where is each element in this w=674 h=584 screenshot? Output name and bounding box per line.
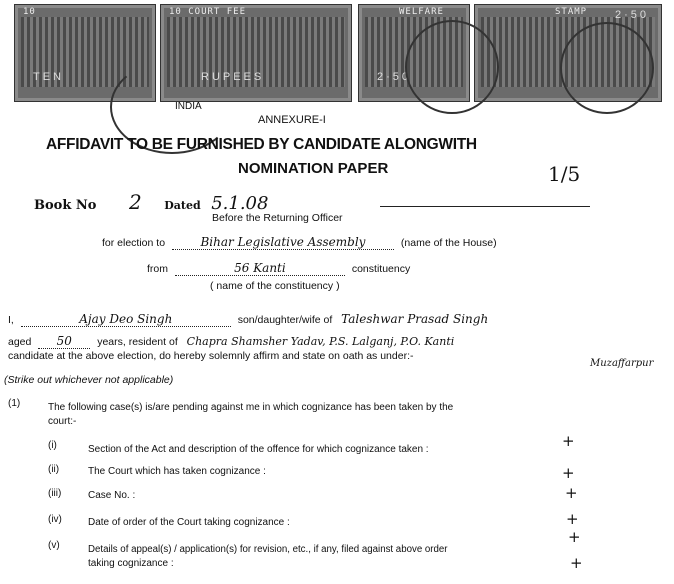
- item-1-number: (1): [8, 398, 21, 409]
- subitem-mark: +: [565, 484, 578, 502]
- book-number: 2: [128, 190, 142, 214]
- dated-value: 5.1.08: [211, 193, 269, 214]
- election-suffix: (name of the House): [400, 237, 497, 249]
- stamp-bottom-text: 2·50: [615, 9, 650, 21]
- signature-line: [380, 206, 590, 207]
- stamp-top-text: STAMP: [555, 7, 588, 17]
- subitem-text: Section of the Act and description of the offence for which cognizance taken :: [88, 444, 429, 455]
- address-continued: Muzaffarpur: [590, 358, 654, 369]
- subitem-number: (ii): [48, 464, 60, 475]
- aged-prefix: aged: [8, 336, 32, 348]
- stamp-bottom-text: RUPEES: [201, 71, 265, 83]
- subitem-mark: +: [568, 528, 581, 546]
- age-value: 50: [38, 334, 90, 349]
- subitem-number: (iii): [48, 488, 62, 499]
- stamp-top-text: WELFARE: [399, 7, 444, 17]
- strike-note: (Strike out whichever not applicable): [4, 374, 174, 386]
- title-line-2: NOMINATION PAPER: [238, 160, 389, 177]
- from-suffix: constituency: [351, 263, 411, 275]
- page-mark: 1/5: [548, 162, 581, 186]
- item-1-text-cont: court:-: [48, 416, 77, 427]
- stamp-bottom-text: 2·50: [377, 71, 412, 83]
- candidate-statement: candidate at the above election, do hereby solemnly affirm and state on oath as under:-: [8, 350, 414, 362]
- election-prefix: for election to: [102, 237, 166, 249]
- stamp-bottom-text: TEN: [33, 71, 64, 83]
- resident-label: years, resident of: [97, 336, 178, 348]
- before-returning-officer: Before the Returning Officer: [212, 212, 343, 224]
- father-name: Taleshwar Prasad Singh: [341, 312, 489, 326]
- subitem-text-cont: taking cognizance :: [88, 558, 174, 569]
- constituency-note: ( name of the constituency ): [210, 280, 340, 292]
- subitem-number: (i): [48, 440, 57, 451]
- seal-ring-icon: [560, 22, 654, 114]
- stamp-top-text: 10: [23, 7, 36, 17]
- election-value: Bihar Legislative Assembly: [172, 235, 394, 250]
- address-value: Chapra Shamsher Yadav, P.S. Lalganj, P.O. Kanti: [186, 335, 455, 348]
- aged-row: [8, 334, 454, 349]
- subitem-number: (v): [48, 540, 60, 551]
- from-prefix: from: [147, 263, 168, 275]
- subitem-mark-2: +: [570, 554, 583, 572]
- relation-label: son/daughter/wife of: [237, 314, 333, 326]
- from-value: 56 Kanti: [175, 261, 345, 276]
- seal-ring-icon: [405, 20, 499, 114]
- election-row: [102, 235, 497, 250]
- subitem-text: Case No. :: [88, 490, 136, 501]
- title-line-1: AFFIDAVIT TO BE FURNISHED BY CANDIDATE ALONGWITH: [46, 136, 477, 153]
- subitem-number: (iv): [48, 514, 62, 525]
- dated-label: Dated: [164, 199, 201, 212]
- i-prefix: I,: [8, 314, 14, 326]
- item-1-text: The following case(s) is/are pending against me in which cognizance has been taken by the: [48, 402, 454, 413]
- subitem-mark: +: [566, 510, 579, 528]
- name-row: [8, 312, 601, 327]
- subitem-text: The Court which has taken cognizance :: [88, 466, 266, 477]
- deponent-name: Ajay Deo Singh: [21, 312, 231, 327]
- book-row: [34, 190, 268, 214]
- subitem-text: Details of appeal(s) / application(s) for revision, etc., if any, filed against above order: [88, 544, 448, 555]
- stamp-top-text: 10 COURT FEE: [169, 7, 247, 17]
- subitem-mark: +: [562, 464, 575, 482]
- subitem-mark: +: [562, 432, 575, 450]
- annexure-label: ANNEXURE-I: [258, 114, 326, 126]
- subitem-text: Date of order of the Court taking cognizance :: [88, 517, 290, 528]
- from-row: [147, 261, 410, 276]
- india-mark: INDIA: [175, 101, 202, 112]
- book-label: Book No: [34, 198, 97, 213]
- page-title: [46, 136, 546, 154]
